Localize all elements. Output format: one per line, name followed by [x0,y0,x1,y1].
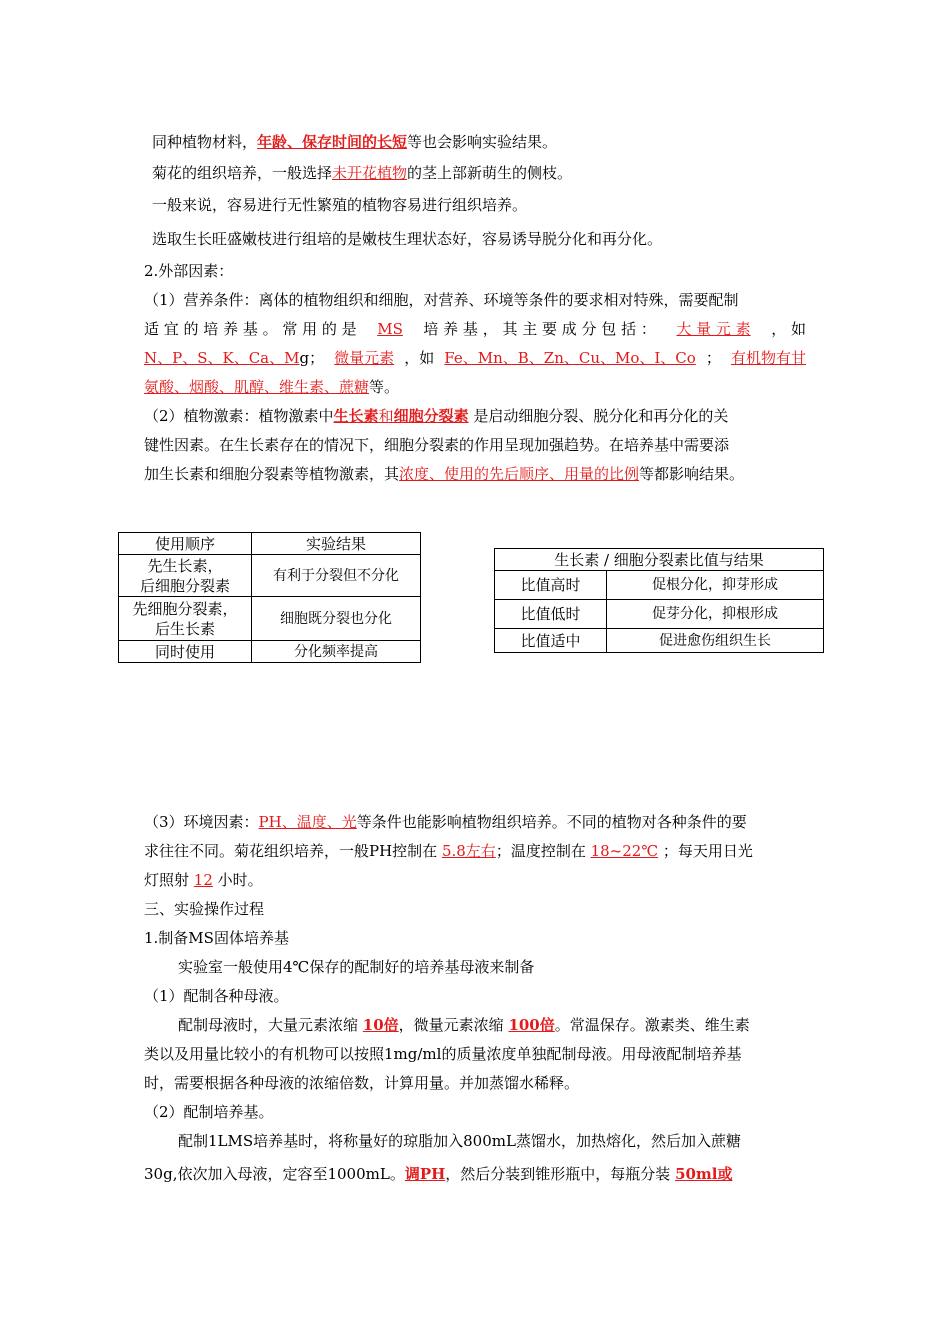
table-header: 生长素 / 细胞分裂素比值与结果 [495,549,824,571]
table-header: 实验结果 [252,533,421,555]
nutrition-line-2: 适 宜 的 培 养 基 。 常 用 的 是 MS 培 养 基 ， 其 主 要 成 分 包 括 ： 大 量 元 素 ， 如 [144,320,806,338]
environment-line-1: （3）环境因素：PH、温度、光等条件也能影响植物组织培养。不同的植物对各种条件的要 [144,813,747,831]
table-row: 先生长素， 后细胞分裂素 有利于分裂但不分化 [119,555,421,597]
table-row: 比值高时 促根分化，抑芽形成 [495,571,824,600]
heading-external-factors: 2.外部因素： [144,262,234,280]
medium-line-1: 配制1LMS培养基时，将称量好的琼脂加入800mL蒸馏水，加热熔化，然后加入蔗糖 [178,1132,741,1150]
para-stock-solution: 实验室一般使用4℃保存的配制好的培养基母液来制备 [178,958,535,976]
table-row: 比值低时 促芽分化，抑根形成 [495,600,824,629]
nutrition-line-4: 氨酸、烟酸、肌醇、维生素、蔗糖等。 [144,378,400,396]
table-row: 比值适中 促进愈伤组织生长 [495,629,824,653]
table-row: 同时使用 分化频率提高 [119,641,421,663]
step-1-heading: （1）配制各种母液。 [144,987,289,1005]
hormone-line-3: 加生长素和细胞分裂素等植物激素，其浓度、使用的先后顺序、用量的比例等都影响结果。 [144,465,745,483]
hormone-line-2: 键性因素。在生长素存在的情况下，细胞分裂素的作用呈现加强趋势。在培养基中需要添 [144,436,730,454]
table-header: 使用顺序 [119,533,252,555]
hormone-ratio-table [494,548,824,653]
highlight-age-storage: 年龄、保存时间的长短 [257,133,408,151]
medium-line-2: 30g,依次加入母液，定容至1000mL。调PH，然后分装到锥形瓶中，每瓶分装 50ml或 [144,1165,733,1183]
para-age-storage: 同种植物材料，年龄、保存时间的长短等也会影响实验结果。 [152,133,558,151]
section-3-heading: 三、实验操作过程 [144,900,265,918]
hormone-order-table [118,532,421,663]
environment-line-2: 求往往不同。菊花组织培养，一般PH控制在 5.8左右；温度控制在 18~22℃ ；每天用日光 [144,842,753,860]
para-asexual: 一般来说，容易进行无性繁殖的植物容易进行组织培养。 [152,196,528,214]
nutrition-line-3: N、P、S、K、Ca、Mg； 微量元素 ，如 Fe、Mn、B、Zn、Cu、Mo、I、Co ； 有机物有甘 [144,349,806,367]
highlight-unflowered: 未开花植物 [332,164,408,182]
hormone-line-1: （2）植物激素：植物激素中生长素和细胞分裂素 是启动细胞分裂、脱分化和再分化的关 [144,407,729,425]
subsection-ms-medium: 1.制备MS固体培养基 [144,929,289,947]
environment-line-3: 灯照射 12 小时。 [144,871,263,889]
step-2-heading: （2）配制培养基。 [144,1103,274,1121]
para-tender-branch: 选取生长旺盛嫩枝进行组培的是嫩枝生理状态好，容易诱导脱分化和再分化。 [152,230,663,248]
stock-line-2: 类以及用量比较小的有机物可以按照1mg/ml的质量浓度单独配制母液。用母液配制培养基 [144,1045,742,1063]
stock-line-1: 配制母液时，大量元素浓缩 10倍，微量元素浓缩 100倍。常温保存。激素类、维生素 [178,1016,750,1034]
stock-line-3: 时，需要根据各种母液的浓缩倍数，计算用量。并加蒸馏水稀释。 [144,1074,580,1092]
nutrition-line-1: （1）营养条件：离体的植物组织和细胞，对营养、环境等条件的要求相对特殊，需要配制 [144,291,739,309]
table-row: 先细胞分裂素， 后生长素 细胞既分裂也分化 [119,597,421,641]
para-chrysanthemum: 菊花的组织培养，一般选择未开花植物的茎上部新萌生的侧枝。 [152,164,573,182]
